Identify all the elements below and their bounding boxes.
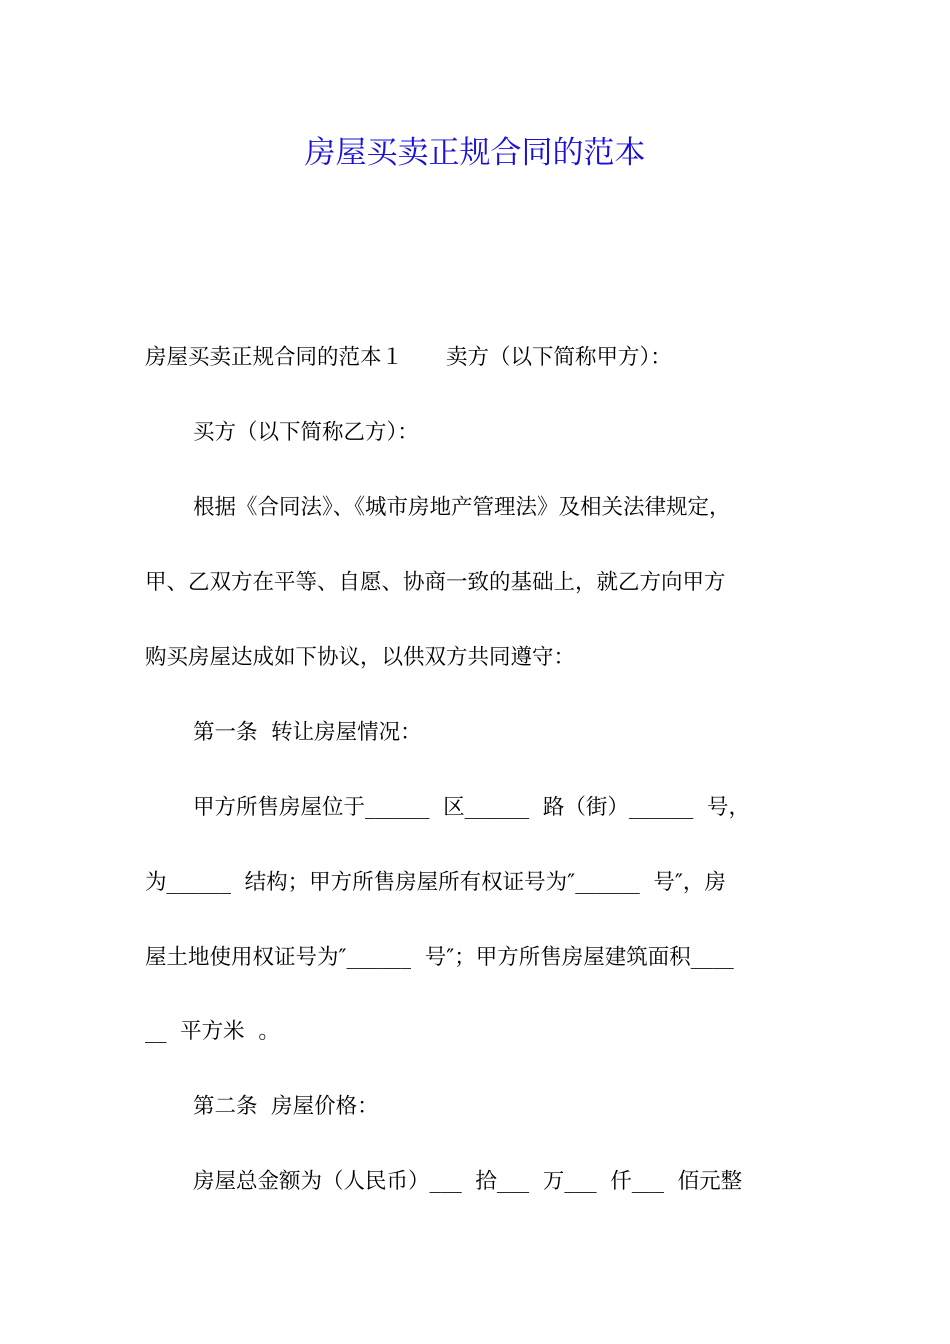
- paragraph-line: 房屋买卖正规合同的范本１ 卖方（以下简称甲方）：: [145, 345, 672, 370]
- paragraph-line: 屋土地使用权证号为″______ 号″；甲方所售房屋建筑面积____: [145, 945, 734, 970]
- paragraph-line: 甲、乙双方在平等、自愿、协商一致的基础上，就乙方向甲方: [145, 570, 726, 595]
- paragraph-line: __ 平方米 。: [145, 1019, 280, 1044]
- paragraph-line: 房屋总金额为（人民币）___ 拾___ 万___ 仟___ 佰元整: [193, 1169, 743, 1194]
- document-title: 房屋买卖正规合同的范本: [304, 135, 646, 171]
- paragraph-line: 第二条 房屋价格：: [193, 1094, 379, 1119]
- paragraph-line: 购买房屋达成如下协议，以供双方共同遵守：: [145, 645, 576, 670]
- paragraph-line: 为______ 结构；甲方所售房屋所有权证号为″______ 号″，房: [145, 870, 726, 895]
- paragraph-line: 第一条 转让房屋情况：: [193, 720, 422, 745]
- paragraph-line: 买方（以下简称乙方）：: [193, 420, 419, 445]
- paragraph-line: 甲方所售房屋位于______ 区______ 路（街）______ 号，: [193, 795, 751, 820]
- paragraph-line: 根据《合同法》、《城市房地产管理法》及相关法律规定，: [193, 495, 731, 520]
